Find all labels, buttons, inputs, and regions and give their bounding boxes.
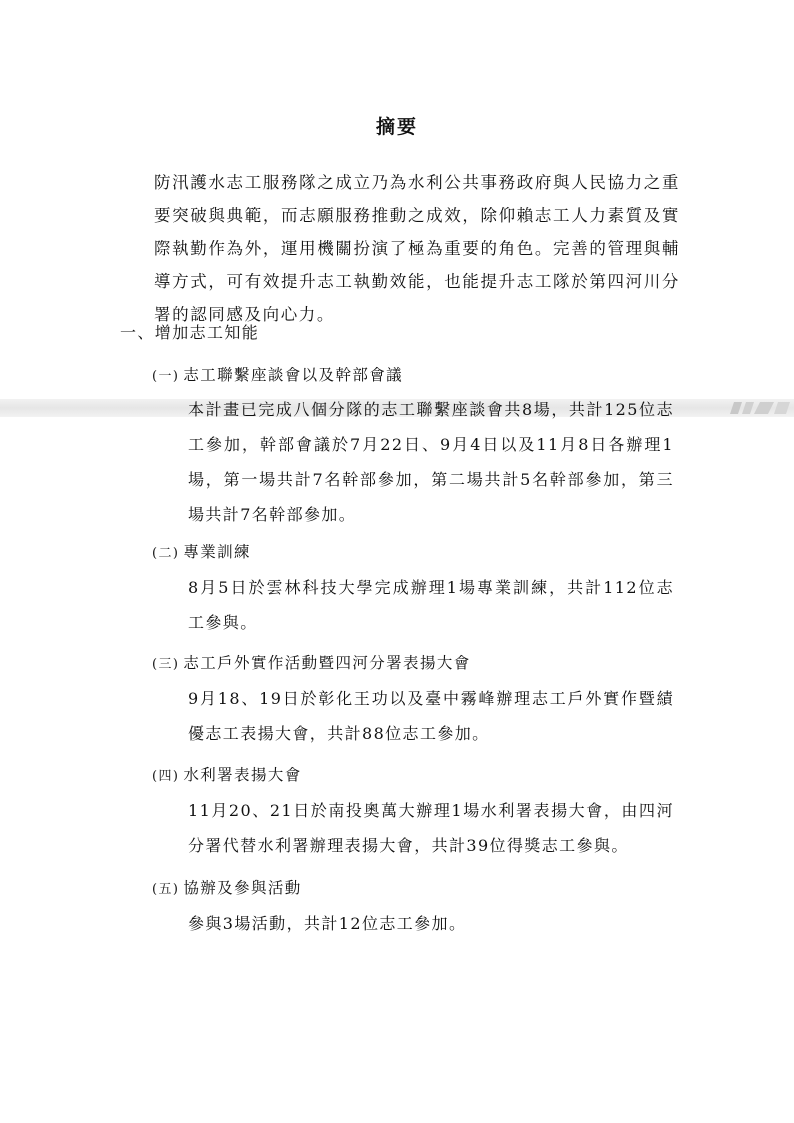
item-4-number: (四) (152, 769, 180, 784)
item-1-body (152, 392, 674, 532)
item-3-title: 志工戶外實作活動暨四河分署表揚大會 (183, 654, 471, 672)
item-1-number: (一) (152, 369, 180, 384)
item-4-text: 11月20、21日於南投奧萬大辦理1場水利署表揚大會，由四河分署代替水利署辦理表揚大會，共計39位得獎志工參與。 (188, 801, 674, 855)
intro-paragraph (120, 166, 680, 331)
item-2-title: 專業訓練 (183, 543, 251, 561)
page-title: 摘要 (375, 116, 418, 138)
item-4-title: 水利署表揚大會 (183, 766, 302, 784)
item-3-text: 9月18、19日於彰化王功以及臺中霧峰辦理志工戶外實作暨績優志工表揚大會，共計88位志工參加。 (188, 689, 674, 743)
item-2-heading (152, 540, 251, 562)
item-2-body (152, 570, 674, 640)
item-5-number: (五) (152, 882, 180, 897)
item-1-heading (152, 363, 403, 385)
item-5-body (152, 906, 674, 941)
item-2-number: (二) (152, 546, 180, 561)
item-3-body (152, 681, 674, 751)
item-1-text: 本計畫已完成八個分隊的志工聯繫座談會共8場，共計125位志工參加，幹部會議於7月22日、9月4日以及11月8日各辦理1場，第一場共計7名幹部參加，第二場共計5名幹部參加，第三場共計7名幹部參加。 (188, 400, 674, 524)
item-3-number: (三) (152, 657, 180, 672)
item-2-text: 8月5日於雲林科技大學完成辦理1場專業訓練，共計112位志工參與。 (188, 578, 674, 632)
intro-text: 防汛護水志工服務隊之成立乃為水利公共事務政府與人民協力之重要突破與典範，而志願服務推動之成效，除仰賴志工人力素質及實際執勤作為外，運用機關扮演了極為重要的角色。完善的管理與輔導方式，可有效提升志工執勤效能，也能提升志工隊於第四河川分署的認同感及向心力。 (154, 173, 680, 324)
item-5-text: 參與3場活動，共計12位志工參加。 (188, 914, 467, 933)
item-5-title: 協辦及參與活動 (183, 879, 302, 897)
scan-mark-icon (730, 400, 790, 416)
item-3-heading (152, 651, 471, 673)
item-4-body (152, 793, 674, 863)
item-4-heading (152, 763, 302, 785)
item-5-heading (152, 876, 302, 898)
item-1-title: 志工聯繫座談會以及幹部會議 (183, 366, 404, 384)
section-heading: 一、增加志工知能 (120, 323, 260, 342)
